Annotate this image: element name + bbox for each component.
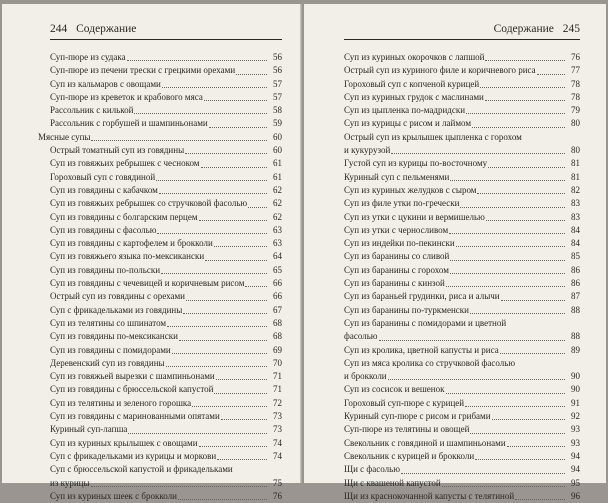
toc-entry bbox=[50, 290, 282, 303]
toc-leader-dots bbox=[486, 220, 565, 221]
toc-entry-page: 67 bbox=[273, 304, 282, 315]
right-toc-list bbox=[344, 51, 580, 503]
toc-entry-page: 84 bbox=[571, 224, 580, 235]
toc-entry-title: Куриный суп-пюре с рисом и грибами bbox=[344, 411, 491, 422]
toc-entry bbox=[344, 264, 580, 277]
toc-entry bbox=[50, 463, 282, 476]
toc-entry bbox=[344, 91, 580, 104]
toc-entry-title: Суп из баранины с помидорами и цветной bbox=[344, 317, 507, 328]
toc-entry bbox=[344, 78, 580, 91]
toc-leader-dots bbox=[127, 60, 267, 61]
toc-entry bbox=[50, 410, 282, 423]
toc-leader-dots bbox=[161, 273, 267, 274]
toc-entry bbox=[50, 383, 282, 396]
toc-entry-page: 94 bbox=[571, 464, 580, 475]
toc-entry-title: Суп из говяжьих ребрышек со стручковой фасолью bbox=[50, 198, 248, 209]
toc-entry-title: Суп из утки с цукини и вермишелью bbox=[344, 211, 485, 222]
toc-entry-page: 69 bbox=[273, 344, 282, 355]
toc-entry-title: Суп-пюре из креветок и крабового мяса bbox=[50, 91, 203, 102]
toc-entry bbox=[344, 184, 580, 197]
toc-entry bbox=[344, 344, 580, 357]
toc-entry-title: Свекольник с курицей и брокколи bbox=[344, 450, 475, 461]
toc-entry-title: Суп с фрикадельками из говядины bbox=[50, 304, 183, 315]
toc-leader-dots bbox=[245, 286, 267, 287]
toc-entry-page: 80 bbox=[571, 118, 580, 129]
toc-entry bbox=[344, 490, 580, 503]
toc-leader-dots bbox=[128, 433, 267, 434]
toc-entry bbox=[344, 51, 580, 64]
toc-entry bbox=[344, 277, 580, 290]
toc-entry-page: 73 bbox=[273, 424, 282, 435]
toc-entry-page: 82 bbox=[571, 184, 580, 195]
toc-entry-page: 68 bbox=[273, 317, 282, 328]
toc-entry bbox=[344, 317, 580, 330]
toc-leader-dots bbox=[221, 419, 267, 420]
toc-entry bbox=[344, 131, 580, 144]
toc-entry-page: 92 bbox=[571, 411, 580, 422]
toc-leader-dots bbox=[172, 353, 267, 354]
toc-entry bbox=[50, 423, 282, 436]
toc-entry-title: Суп из говядины с помидорами bbox=[50, 344, 171, 355]
toc-entry-page: 75 bbox=[273, 477, 282, 488]
toc-entry bbox=[344, 450, 580, 463]
toc-leader-dots bbox=[156, 180, 267, 181]
toc-entry-title: Суп из сосисок и вешенок bbox=[344, 384, 445, 395]
toc-entry-title: Густой суп из курицы по-восточному bbox=[344, 158, 488, 169]
toc-entry bbox=[50, 490, 282, 503]
toc-entry-page: 79 bbox=[571, 105, 580, 116]
toc-entry bbox=[344, 224, 580, 237]
toc-entry-title: Суп из мяса кролика со стручковой фасолью bbox=[344, 357, 516, 368]
toc-entry bbox=[50, 104, 282, 117]
toc-entry-title: Куриный суп с пельменями bbox=[344, 171, 450, 182]
toc-entry-title: и кукурузой bbox=[344, 145, 391, 156]
toc-entry bbox=[50, 237, 282, 250]
toc-entry-page: 68 bbox=[273, 331, 282, 342]
toc-entry-page: 89 bbox=[571, 344, 580, 355]
toc-entry-title: Суп с фрикадельками из курицы и моркови bbox=[50, 450, 217, 461]
toc-leader-dots bbox=[192, 406, 267, 407]
toc-entry-page: 66 bbox=[273, 278, 282, 289]
toc-leader-dots bbox=[450, 180, 565, 181]
toc-leader-dots bbox=[537, 74, 565, 75]
toc-entry bbox=[344, 250, 580, 263]
toc-entry bbox=[344, 64, 580, 77]
toc-entry-page: 64 bbox=[273, 251, 282, 262]
toc-entry-title: Суп из говядины с фасолью bbox=[50, 224, 157, 235]
toc-entry bbox=[344, 104, 580, 117]
toc-leader-dots bbox=[488, 167, 565, 168]
toc-entry-title: Гороховый суп с говядиной bbox=[50, 171, 156, 182]
toc-entry-title: Суп из говяжьих ребрышек с чесноком bbox=[50, 158, 200, 169]
toc-leader-dots bbox=[209, 127, 267, 128]
toc-entry-page: 73 bbox=[273, 411, 282, 422]
toc-entry-title: из курицы bbox=[50, 477, 90, 488]
toc-entry-page: 62 bbox=[273, 184, 282, 195]
toc-leader-dots bbox=[401, 473, 565, 474]
toc-leader-dots bbox=[134, 113, 267, 114]
toc-entry-page: 61 bbox=[273, 158, 282, 169]
toc-entry bbox=[344, 211, 580, 224]
toc-entry-page: 61 bbox=[273, 171, 282, 182]
toc-entry-title: Суп из куриных крылышек с овощами bbox=[50, 437, 198, 448]
toc-entry-title: Суп из говяжьего языка по-мексикански bbox=[50, 251, 205, 262]
toc-entry-page: 71 bbox=[273, 371, 282, 382]
toc-entry bbox=[50, 317, 282, 330]
toc-entry bbox=[50, 344, 282, 357]
toc-entry-page: 93 bbox=[571, 437, 580, 448]
toc-entry bbox=[50, 277, 282, 290]
toc-leader-dots bbox=[470, 433, 565, 434]
toc-entry-title: Рассольник с горбушей и шампиньонами bbox=[50, 118, 208, 129]
toc-entry bbox=[50, 171, 282, 184]
toc-entry-page: 63 bbox=[273, 238, 282, 249]
toc-entry-page: 88 bbox=[571, 331, 580, 342]
toc-leader-dots bbox=[216, 379, 267, 380]
toc-entry-title: Суп из говядины с картофелем и брокколи bbox=[50, 238, 213, 249]
toc-entry bbox=[50, 51, 282, 64]
toc-entry bbox=[50, 304, 282, 317]
toc-leader-dots bbox=[159, 193, 267, 194]
toc-entry-title: Суп из куриных желудков с сыром bbox=[344, 184, 477, 195]
toc-entry-page: 57 bbox=[273, 78, 282, 89]
toc-leader-dots bbox=[179, 340, 267, 341]
toc-entry-title: Суп из говядины с маринованными опятами bbox=[50, 411, 220, 422]
toc-entry-title: Свекольник с говядиной и шампиньонами bbox=[344, 437, 506, 448]
toc-entry-page: 93 bbox=[571, 424, 580, 435]
toc-entry bbox=[50, 144, 282, 157]
toc-leader-dots bbox=[167, 326, 267, 327]
toc-leader-dots bbox=[205, 260, 267, 261]
toc-entry-page: 86 bbox=[571, 278, 580, 289]
toc-entry-title: и брокколи bbox=[344, 371, 387, 382]
toc-entry bbox=[50, 477, 282, 490]
toc-entry bbox=[50, 184, 282, 197]
toc-entry-title: Суп из куриных шеек с брокколи bbox=[50, 490, 177, 501]
toc-entry-page: 62 bbox=[273, 198, 282, 209]
toc-entry-title: Суп из кальмаров с овощами bbox=[50, 78, 161, 89]
toc-entry-title: Деревенский суп из говядины bbox=[50, 357, 165, 368]
toc-entry-title: Рассольник с килькой bbox=[50, 105, 134, 116]
toc-entry-page: 88 bbox=[571, 304, 580, 315]
toc-leader-dots bbox=[178, 499, 267, 500]
toc-entry-title: Суп из баранины с кинзой bbox=[344, 278, 445, 289]
toc-leader-dots bbox=[199, 220, 267, 221]
toc-entry bbox=[50, 197, 282, 210]
toc-entry bbox=[344, 423, 580, 436]
toc-entry-title: Суп-пюре из печени трески с грецкими орехами bbox=[50, 65, 236, 76]
toc-section-heading bbox=[38, 131, 282, 144]
toc-entry-title: Суп из индейки по-пекински bbox=[344, 238, 455, 249]
toc-entry bbox=[344, 304, 580, 317]
toc-entry-page: 87 bbox=[571, 291, 580, 302]
toc-leader-dots bbox=[501, 300, 565, 301]
toc-leader-dots bbox=[201, 167, 267, 168]
right-page-header bbox=[494, 22, 580, 36]
toc-entry-title: Щи из краснокочанной капусты с телятиной bbox=[344, 490, 515, 501]
toc-entry-title: Мясные супы bbox=[38, 131, 91, 142]
toc-entry bbox=[50, 64, 282, 77]
left-page bbox=[2, 4, 302, 501]
toc-entry-page: 95 bbox=[571, 477, 580, 488]
toc-leader-dots bbox=[248, 207, 267, 208]
toc-leader-dots bbox=[217, 459, 267, 460]
toc-entry-title: Суп из говядины с болгарским перцем bbox=[50, 211, 198, 222]
toc-entry-title: Суп из телятины со шпинатом bbox=[50, 317, 167, 328]
toc-entry-page: 86 bbox=[571, 264, 580, 275]
left-running-head: Содержание bbox=[76, 23, 137, 35]
toc-entry-title: Щи с квашеной капустой bbox=[344, 477, 441, 488]
toc-leader-dots bbox=[515, 499, 565, 500]
left-page-header bbox=[50, 22, 136, 36]
toc-leader-dots bbox=[185, 153, 267, 154]
toc-entry-title: Острый суп из говядины с орехами bbox=[50, 291, 185, 302]
toc-entry bbox=[344, 197, 580, 210]
toc-entry-title: Гороховый суп-пюре с курицей bbox=[344, 397, 465, 408]
toc-entry-page: 62 bbox=[273, 211, 282, 222]
toc-entry-page: 96 bbox=[571, 490, 580, 501]
toc-entry-title: Суп из говядины по-польски bbox=[50, 264, 161, 275]
toc-entry-page: 74 bbox=[273, 437, 282, 448]
toc-leader-dots bbox=[166, 366, 267, 367]
toc-leader-dots bbox=[450, 260, 565, 261]
toc-entry bbox=[344, 397, 580, 410]
toc-leader-dots bbox=[446, 393, 566, 394]
toc-entry bbox=[50, 224, 282, 237]
toc-entry-page: 63 bbox=[273, 224, 282, 235]
toc-entry-page: 80 bbox=[571, 145, 580, 156]
toc-entry bbox=[50, 211, 282, 224]
toc-entry bbox=[50, 117, 282, 130]
toc-entry-page: 81 bbox=[571, 158, 580, 169]
toc-entry bbox=[50, 250, 282, 263]
toc-entry-page: 60 bbox=[273, 145, 282, 156]
toc-entry bbox=[344, 383, 580, 396]
toc-entry-page: 81 bbox=[571, 171, 580, 182]
toc-entry-title: Суп из говядины с кабачком bbox=[50, 184, 158, 195]
toc-entry-page: 58 bbox=[273, 105, 282, 116]
toc-entry-title: Суп из куриных окорочков с лапшой bbox=[344, 52, 485, 62]
toc-entry bbox=[344, 117, 580, 130]
toc-entry-page: 71 bbox=[273, 384, 282, 395]
toc-leader-dots bbox=[446, 286, 565, 287]
toc-entry-title: Суп из кролика, цветной капусты и риса bbox=[344, 344, 499, 355]
toc-entry-title: Острый томатный суп из говядины bbox=[50, 145, 185, 156]
toc-leader-dots bbox=[470, 313, 565, 314]
toc-leader-dots bbox=[391, 153, 565, 154]
right-page bbox=[304, 4, 606, 501]
toc-entry-title: Острый суп из куриного филе и коричневого риса bbox=[344, 65, 536, 76]
toc-entry-title: Суп-пюре из телятины и овощей bbox=[344, 424, 470, 435]
toc-entry bbox=[50, 91, 282, 104]
toc-entry-page: 60 bbox=[273, 131, 282, 142]
left-page-number: 244 bbox=[50, 23, 68, 35]
toc-leader-dots bbox=[475, 459, 565, 460]
toc-entry-page: 85 bbox=[571, 251, 580, 262]
toc-entry-page: 70 bbox=[273, 357, 282, 368]
toc-entry bbox=[344, 357, 580, 370]
toc-leader-dots bbox=[480, 87, 565, 88]
toc-entry-page: 57 bbox=[273, 91, 282, 102]
toc-entry-page: 76 bbox=[273, 490, 282, 501]
toc-leader-dots bbox=[466, 113, 565, 114]
toc-entry-title: фасолью bbox=[344, 331, 378, 342]
toc-entry bbox=[344, 171, 580, 184]
toc-leader-dots bbox=[492, 419, 565, 420]
toc-entry-title: Суп-пюре из судака bbox=[50, 52, 126, 62]
toc-entry bbox=[344, 370, 580, 383]
toc-entry bbox=[344, 157, 580, 170]
toc-entry bbox=[50, 78, 282, 91]
toc-entry-title: Суп из баранины по-туркменски bbox=[344, 304, 469, 315]
toc-entry bbox=[344, 290, 580, 303]
toc-leader-dots bbox=[477, 193, 565, 194]
toc-entry-title: Суп из говяжьей вырезки с шампиньонами bbox=[50, 371, 215, 382]
toc-entry-page: 90 bbox=[571, 384, 580, 395]
toc-leader-dots bbox=[465, 406, 565, 407]
toc-leader-dots bbox=[485, 100, 565, 101]
toc-leader-dots bbox=[199, 446, 267, 447]
toc-entry-title: Суп из баранины с горохом bbox=[344, 264, 449, 275]
toc-entry-title: Гороховый суп с копченой курицей bbox=[344, 78, 480, 89]
toc-entry bbox=[344, 144, 580, 157]
left-header-rule bbox=[50, 39, 282, 40]
toc-entry-page: 94 bbox=[571, 450, 580, 461]
toc-entry bbox=[50, 370, 282, 383]
toc-entry-title: Суп из говядины с чечевицей и коричневым рисом bbox=[50, 278, 245, 289]
toc-entry bbox=[50, 157, 282, 170]
toc-entry-page: 72 bbox=[273, 397, 282, 408]
toc-leader-dots bbox=[460, 207, 565, 208]
toc-entry-title: Суп из телятины и зеленого горошка bbox=[50, 397, 192, 408]
toc-entry-title: Суп с брюссельской капустой и фрикадельками bbox=[50, 464, 233, 475]
toc-entry-title: Суп из бараньей грудинки, риса и алычи bbox=[344, 291, 500, 302]
toc-leader-dots bbox=[157, 233, 267, 234]
toc-leader-dots bbox=[379, 340, 565, 341]
toc-leader-dots bbox=[456, 246, 565, 247]
toc-entry-page: 56 bbox=[273, 65, 282, 76]
toc-leader-dots bbox=[485, 60, 565, 61]
toc-entry-title: Суп из цыпленка по-мадридски bbox=[344, 105, 466, 116]
left-toc-list bbox=[38, 51, 282, 503]
toc-entry-title: Суп из говядины с брюссельской капустой bbox=[50, 384, 214, 395]
toc-leader-dots bbox=[507, 446, 565, 447]
toc-entry bbox=[50, 437, 282, 450]
toc-entry bbox=[344, 330, 580, 343]
toc-entry-page: 78 bbox=[571, 91, 580, 102]
toc-entry bbox=[344, 237, 580, 250]
toc-leader-dots bbox=[388, 379, 565, 380]
toc-entry-page: 90 bbox=[571, 371, 580, 382]
toc-leader-dots bbox=[91, 140, 267, 141]
toc-entry-page: 65 bbox=[273, 264, 282, 275]
toc-leader-dots bbox=[236, 74, 267, 75]
toc-leader-dots bbox=[472, 127, 565, 128]
toc-entry-title: Суп из баранины со сливой bbox=[344, 251, 450, 262]
toc-entry bbox=[50, 357, 282, 370]
right-running-head: Содержание bbox=[493, 23, 554, 35]
toc-entry-page: 76 bbox=[571, 52, 580, 62]
toc-entry bbox=[344, 437, 580, 450]
toc-leader-dots bbox=[214, 246, 267, 247]
toc-entry-page: 83 bbox=[571, 198, 580, 209]
toc-entry bbox=[344, 410, 580, 423]
toc-leader-dots bbox=[186, 300, 267, 301]
toc-entry-page: 56 bbox=[273, 52, 282, 62]
toc-leader-dots bbox=[500, 353, 565, 354]
toc-entry-page: 78 bbox=[571, 78, 580, 89]
toc-entry-page: 66 bbox=[273, 291, 282, 302]
toc-entry-page: 83 bbox=[571, 211, 580, 222]
toc-entry-title: Куриный суп-лапша bbox=[50, 424, 128, 435]
toc-leader-dots bbox=[162, 87, 267, 88]
toc-entry-page: 59 bbox=[273, 118, 282, 129]
toc-leader-dots bbox=[214, 393, 267, 394]
toc-entry-title: Суп из куриных грудок с маслинами bbox=[344, 91, 484, 102]
toc-entry-title: Суп из курицы с рисом и лаймом bbox=[344, 118, 472, 129]
toc-entry-title: Суп из говядины по-мексикански bbox=[50, 331, 178, 342]
toc-entry bbox=[344, 477, 580, 490]
toc-leader-dots bbox=[449, 233, 565, 234]
toc-entry-page: 84 bbox=[571, 238, 580, 249]
toc-entry bbox=[50, 397, 282, 410]
toc-leader-dots bbox=[450, 273, 565, 274]
toc-entry-page: 91 bbox=[571, 397, 580, 408]
toc-entry bbox=[344, 463, 580, 476]
toc-entry bbox=[50, 450, 282, 463]
toc-leader-dots bbox=[204, 100, 267, 101]
toc-entry bbox=[50, 330, 282, 343]
right-header-rule bbox=[344, 39, 580, 40]
toc-leader-dots bbox=[183, 313, 267, 314]
toc-entry-title: Суп из филе утки по-гречески bbox=[344, 198, 460, 209]
toc-entry-page: 77 bbox=[571, 65, 580, 76]
toc-entry bbox=[50, 264, 282, 277]
right-page-number: 245 bbox=[562, 23, 580, 35]
toc-entry-title: Щи с фасолью bbox=[344, 464, 400, 475]
toc-entry-title: Суп из утки с черносливом bbox=[344, 224, 449, 235]
toc-entry-title: Острый суп из крылышек цыпленка с горохом bbox=[344, 131, 522, 142]
toc-entry-page: 74 bbox=[273, 450, 282, 461]
